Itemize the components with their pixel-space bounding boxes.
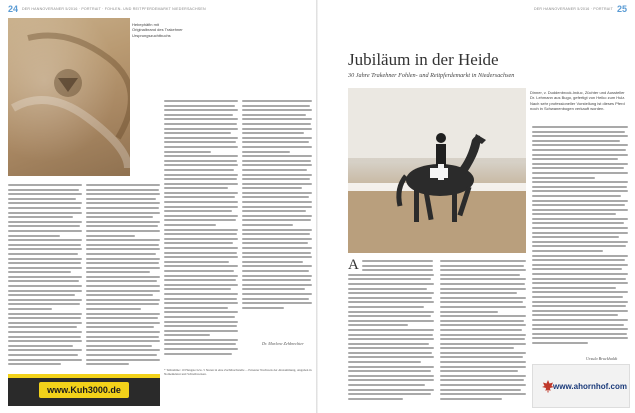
left-text-column-4 (242, 100, 312, 335)
left-text-column-2 (86, 184, 160, 369)
left-footnote: * Teilnahme: 10 Hengste bzw. 5 Stuten in eine Zuchtbuchstelle ... Erneuter Nachweis der Abstammung, Angaben in Nomenklatur und Schreibweisen. (164, 368, 312, 377)
article-subhead: 30 Jahre Trakehner Fohlen- und Reitpferdemarkt in Niedersachsen (348, 72, 515, 79)
right-text-column-3 (532, 126, 628, 354)
rider-on-horse-illustration (348, 88, 526, 253)
article-headline: Jubiläum in der Heide (348, 50, 499, 69)
drop-cap: A (348, 257, 359, 273)
kuh3000-ad[interactable] (8, 374, 160, 406)
right-text-column-2 (440, 260, 526, 406)
horse-hide-texture (8, 18, 130, 176)
left-page (0, 0, 317, 413)
running-head-left: DER HANNOVERANER 5/2016 · PORTRAIT · FOHLEN- UND REITPFERDEMARKT NIEDERSACHSEN (22, 7, 206, 11)
dressage-photo (348, 88, 526, 253)
kuh3000-ad-url[interactable]: www.Kuh3000.de (39, 382, 129, 398)
right-page (318, 0, 635, 413)
right-author: Ursula Bruckhaldt (586, 356, 618, 361)
sand-brand-photo (8, 18, 130, 176)
left-text-column-3 (164, 100, 238, 362)
page-number-right: 25 (616, 4, 627, 14)
left-author: Dr. Marlene Zehbrechter (262, 341, 304, 346)
ahornhof-ad[interactable] (532, 364, 630, 408)
maple-leaf-icon (541, 379, 555, 393)
right-text-column-1 (348, 257, 434, 406)
ahornhof-ad-url[interactable]: www.ahornhof.com (553, 381, 627, 391)
running-head-right: DER HANNOVERANER 5/2016 · PORTRAIT (533, 7, 613, 11)
ad-accent-bar (8, 374, 160, 378)
right-photo-caption: Dinner, v. Duddenbrock-Induc, Züchter und Aussteller Dr. Lehmann aus Bugo, gefertigt von Heiko zum Hulz. Nach sehr professioneller Vorstellung ist dieses Pferd noch in Schwanenbogen verkauft worden. (530, 90, 626, 112)
left-photo-caption: Hebephäfin mit Originalbrand des Trakehner Ursprungszuchtbuchs (132, 22, 183, 38)
page-number-left: 24 (8, 4, 19, 14)
left-text-column-1 (8, 184, 82, 369)
